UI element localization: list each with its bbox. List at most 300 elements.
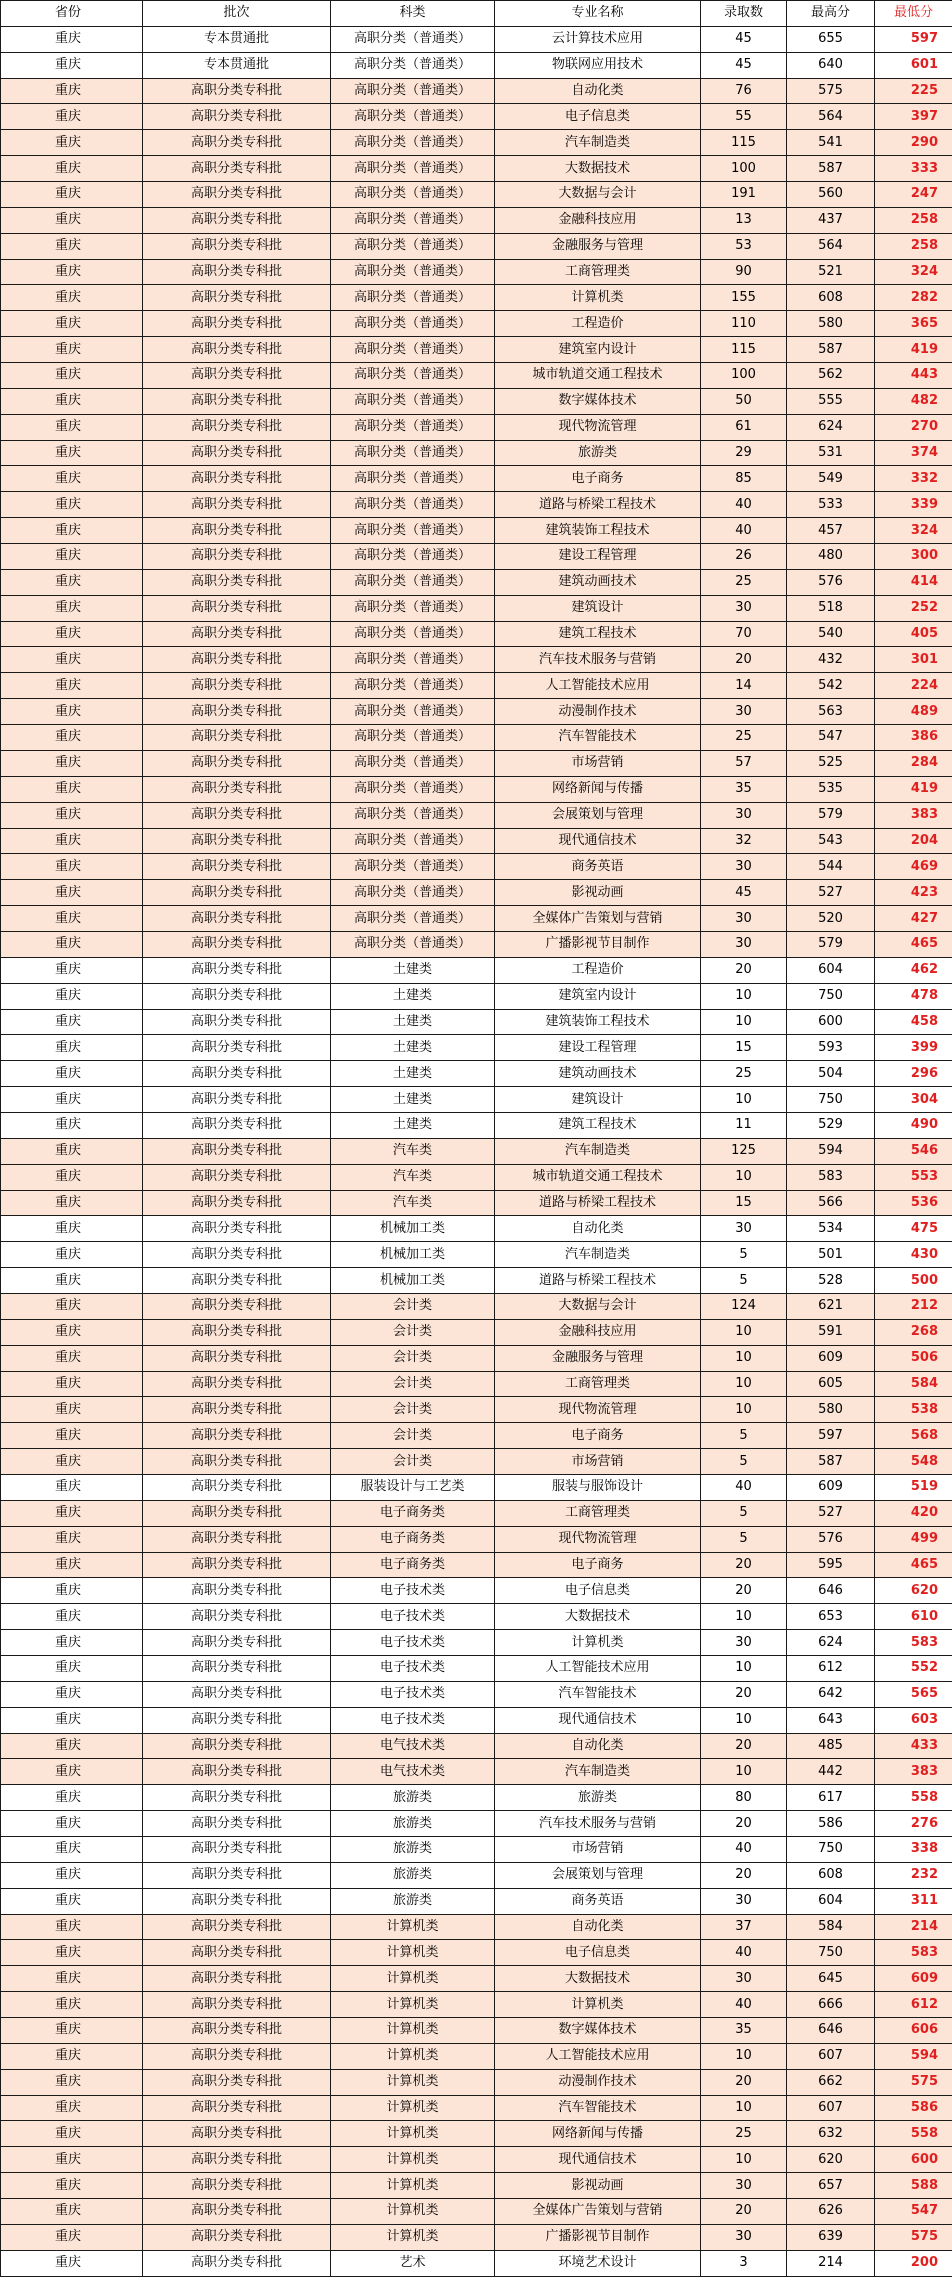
cell-max-score: 521: [787, 259, 875, 285]
cell-category: 计算机类: [331, 2199, 495, 2225]
cell-min-score: 538: [875, 1397, 952, 1423]
cell-category: 计算机类: [331, 2069, 495, 2095]
cell-batch: 高职分类专科批: [143, 828, 331, 854]
cell-max-score: 540: [787, 621, 875, 647]
cell-admitted-count: 30: [701, 699, 787, 725]
cell-province: 重庆: [1, 1500, 143, 1526]
table-row: [1, 1526, 952, 1552]
cell-major-name: 大数据技术: [495, 156, 701, 182]
cell-min-score: 558: [875, 2121, 952, 2147]
cell-admitted-count: 20: [701, 2199, 787, 2225]
table-row: [1, 1242, 952, 1268]
table-row: [1, 1785, 952, 1811]
cell-max-score: 541: [787, 130, 875, 156]
cell-category: 旅游类: [331, 1888, 495, 1914]
cell-max-score: 520: [787, 906, 875, 932]
cell-admitted-count: 61: [701, 414, 787, 440]
cell-major-name: 城市轨道交通工程技术: [495, 1164, 701, 1190]
cell-batch: 高职分类专科批: [143, 285, 331, 311]
cell-admitted-count: 80: [701, 1785, 787, 1811]
cell-batch: 专本贯通批: [143, 26, 331, 52]
cell-province: 重庆: [1, 1552, 143, 1578]
table-row: [1, 906, 952, 932]
cell-category: 高职分类（普通类）: [331, 647, 495, 673]
cell-batch: 高职分类专科批: [143, 518, 331, 544]
cell-province: 重庆: [1, 1681, 143, 1707]
cell-min-score: 584: [875, 1371, 952, 1397]
cell-min-score: 465: [875, 931, 952, 957]
cell-category: 高职分类（普通类）: [331, 544, 495, 570]
cell-max-score: 562: [787, 363, 875, 389]
cell-min-score: 536: [875, 1190, 952, 1216]
cell-max-score: 566: [787, 1190, 875, 1216]
cell-batch: 高职分类专科批: [143, 207, 331, 233]
cell-major-name: 工商管理类: [495, 1500, 701, 1526]
cell-batch: 高职分类专科批: [143, 1578, 331, 1604]
cell-major-name: 现代物流管理: [495, 414, 701, 440]
cell-admitted-count: 45: [701, 26, 787, 52]
cell-admitted-count: 20: [701, 1552, 787, 1578]
cell-province: 重庆: [1, 363, 143, 389]
cell-min-score: 610: [875, 1604, 952, 1630]
cell-batch: 高职分类专科批: [143, 1449, 331, 1475]
cell-category: 高职分类（普通类）: [331, 595, 495, 621]
cell-batch: 高职分类专科批: [143, 699, 331, 725]
cell-major-name: 自动化类: [495, 1216, 701, 1242]
cell-major-name: 建筑动画技术: [495, 569, 701, 595]
cell-province: 重庆: [1, 130, 143, 156]
cell-max-score: 643: [787, 1707, 875, 1733]
cell-min-score: 225: [875, 78, 952, 104]
cell-category: 高职分类（普通类）: [331, 621, 495, 647]
cell-category: 电子商务类: [331, 1552, 495, 1578]
cell-admitted-count: 70: [701, 621, 787, 647]
cell-category: 计算机类: [331, 2043, 495, 2069]
cell-major-name: 人工智能技术应用: [495, 673, 701, 699]
cell-max-score: 214: [787, 2250, 875, 2276]
cell-admitted-count: 13: [701, 207, 787, 233]
cell-province: 重庆: [1, 1087, 143, 1113]
cell-category: 高职分类（普通类）: [331, 52, 495, 78]
table-row: [1, 2147, 952, 2173]
cell-max-score: 605: [787, 1371, 875, 1397]
cell-province: 重庆: [1, 207, 143, 233]
cell-category: 电子技术类: [331, 1630, 495, 1656]
cell-min-score: 296: [875, 1061, 952, 1087]
table-row: [1, 1888, 952, 1914]
cell-admitted-count: 20: [701, 1862, 787, 1888]
cell-province: 重庆: [1, 259, 143, 285]
table-row: [1, 388, 952, 414]
cell-max-score: 579: [787, 931, 875, 957]
cell-max-score: 518: [787, 595, 875, 621]
cell-province: 重庆: [1, 1035, 143, 1061]
cell-batch: 高职分类专科批: [143, 2043, 331, 2069]
cell-min-score: 500: [875, 1268, 952, 1294]
cell-category: 高职分类（普通类）: [331, 182, 495, 208]
cell-province: 重庆: [1, 2199, 143, 2225]
cell-category: 高职分类（普通类）: [331, 673, 495, 699]
table-row: [1, 647, 952, 673]
table-row: [1, 311, 952, 337]
cell-batch: 高职分类专科批: [143, 1371, 331, 1397]
cell-max-score: 612: [787, 1656, 875, 1682]
cell-category: 计算机类: [331, 2147, 495, 2173]
cell-batch: 高职分类专科批: [143, 1604, 331, 1630]
cell-min-score: 374: [875, 440, 952, 466]
cell-admitted-count: 5: [701, 1268, 787, 1294]
table-row: [1, 1319, 952, 1345]
cell-province: 重庆: [1, 647, 143, 673]
cell-category: 高职分类（普通类）: [331, 802, 495, 828]
cell-province: 重庆: [1, 52, 143, 78]
cell-batch: 高职分类专科批: [143, 1785, 331, 1811]
cell-category: 计算机类: [331, 2224, 495, 2250]
cell-major-name: 环境艺术设计: [495, 2250, 701, 2276]
cell-province: 重庆: [1, 621, 143, 647]
cell-category: 土建类: [331, 1112, 495, 1138]
cell-category: 会计类: [331, 1397, 495, 1423]
cell-category: 高职分类（普通类）: [331, 363, 495, 389]
cell-batch: 高职分类专科批: [143, 311, 331, 337]
header-batch: 批次: [143, 1, 331, 27]
cell-province: 重庆: [1, 466, 143, 492]
cell-admitted-count: 40: [701, 1940, 787, 1966]
cell-max-score: 432: [787, 647, 875, 673]
cell-min-score: 284: [875, 750, 952, 776]
cell-max-score: 542: [787, 673, 875, 699]
table-row: [1, 2250, 952, 2276]
cell-province: 重庆: [1, 1578, 143, 1604]
cell-category: 艺术: [331, 2250, 495, 2276]
cell-category: 高职分类（普通类）: [331, 569, 495, 595]
cell-province: 重庆: [1, 1190, 143, 1216]
cell-major-name: 动漫制作技术: [495, 2069, 701, 2095]
cell-category: 会计类: [331, 1345, 495, 1371]
table-row: [1, 595, 952, 621]
cell-major-name: 汽车智能技术: [495, 2095, 701, 2121]
cell-batch: 高职分类专科批: [143, 2199, 331, 2225]
table-row: [1, 2069, 952, 2095]
cell-batch: 高职分类专科批: [143, 1837, 331, 1863]
cell-min-score: 506: [875, 1345, 952, 1371]
table-row: [1, 750, 952, 776]
cell-min-score: 583: [875, 1630, 952, 1656]
cell-max-score: 642: [787, 1681, 875, 1707]
cell-major-name: 金融服务与管理: [495, 233, 701, 259]
cell-admitted-count: 26: [701, 544, 787, 570]
cell-min-score: 324: [875, 259, 952, 285]
cell-admitted-count: 5: [701, 1242, 787, 1268]
cell-max-score: 640: [787, 52, 875, 78]
cell-admitted-count: 20: [701, 647, 787, 673]
cell-batch: 高职分类专科批: [143, 621, 331, 647]
cell-province: 重庆: [1, 285, 143, 311]
cell-max-score: 646: [787, 2018, 875, 2044]
cell-category: 电子商务类: [331, 1526, 495, 1552]
cell-min-score: 469: [875, 854, 952, 880]
cell-max-score: 620: [787, 2147, 875, 2173]
cell-batch: 高职分类专科批: [143, 1656, 331, 1682]
cell-min-score: 558: [875, 1785, 952, 1811]
cell-max-score: 580: [787, 311, 875, 337]
cell-batch: 高职分类专科批: [143, 906, 331, 932]
cell-batch: 高职分类专科批: [143, 2250, 331, 2276]
cell-category: 会计类: [331, 1293, 495, 1319]
cell-category: 电子商务类: [331, 1500, 495, 1526]
cell-max-score: 555: [787, 388, 875, 414]
cell-province: 重庆: [1, 1785, 143, 1811]
cell-province: 重庆: [1, 1216, 143, 1242]
cell-admitted-count: 10: [701, 1345, 787, 1371]
cell-category: 高职分类（普通类）: [331, 414, 495, 440]
cell-min-score: 200: [875, 2250, 952, 2276]
cell-max-score: 632: [787, 2121, 875, 2147]
cell-admitted-count: 3: [701, 2250, 787, 2276]
cell-admitted-count: 25: [701, 2121, 787, 2147]
table-row: [1, 2199, 952, 2225]
cell-province: 重庆: [1, 673, 143, 699]
cell-major-name: 建设工程管理: [495, 544, 701, 570]
cell-category: 高职分类（普通类）: [331, 207, 495, 233]
table-row: [1, 699, 952, 725]
table-row: [1, 1061, 952, 1087]
cell-admitted-count: 10: [701, 1164, 787, 1190]
cell-major-name: 汽车技术服务与营销: [495, 647, 701, 673]
cell-min-score: 311: [875, 1888, 952, 1914]
table-row: [1, 1914, 952, 1940]
cell-admitted-count: 30: [701, 854, 787, 880]
cell-min-score: 546: [875, 1138, 952, 1164]
table-body: [1, 26, 952, 2276]
cell-min-score: 490: [875, 1112, 952, 1138]
cell-batch: 高职分类专科批: [143, 1707, 331, 1733]
table-row: [1, 1707, 952, 1733]
cell-major-name: 建筑设计: [495, 1087, 701, 1113]
cell-category: 高职分类（普通类）: [331, 440, 495, 466]
table-row: [1, 2018, 952, 2044]
cell-major-name: 建筑设计: [495, 595, 701, 621]
cell-batch: 高职分类专科批: [143, 156, 331, 182]
cell-max-score: 750: [787, 1940, 875, 1966]
cell-max-score: 527: [787, 880, 875, 906]
table-row: [1, 1656, 952, 1682]
cell-batch: 高职分类专科批: [143, 544, 331, 570]
cell-major-name: 电子商务: [495, 466, 701, 492]
cell-min-score: 339: [875, 492, 952, 518]
cell-max-score: 549: [787, 466, 875, 492]
cell-min-score: 588: [875, 2173, 952, 2199]
cell-category: 计算机类: [331, 2173, 495, 2199]
table-row: [1, 156, 952, 182]
table-row: [1, 1759, 952, 1785]
cell-min-score: 489: [875, 699, 952, 725]
table-row: [1, 2224, 952, 2250]
cell-major-name: 工程造价: [495, 957, 701, 983]
cell-max-score: 617: [787, 1785, 875, 1811]
cell-max-score: 607: [787, 2043, 875, 2069]
cell-admitted-count: 10: [701, 1604, 787, 1630]
header-province: 省份: [1, 1, 143, 27]
cell-major-name: 汽车智能技术: [495, 725, 701, 751]
cell-admitted-count: 191: [701, 182, 787, 208]
cell-admitted-count: 10: [701, 1319, 787, 1345]
cell-major-name: 大数据与会计: [495, 182, 701, 208]
cell-max-score: 560: [787, 182, 875, 208]
cell-batch: 高职分类专科批: [143, 1888, 331, 1914]
cell-max-score: 591: [787, 1319, 875, 1345]
cell-batch: 高职分类专科批: [143, 1190, 331, 1216]
cell-major-name: 汽车制造类: [495, 1759, 701, 1785]
cell-max-score: 621: [787, 1293, 875, 1319]
cell-province: 重庆: [1, 388, 143, 414]
cell-max-score: 564: [787, 233, 875, 259]
cell-major-name: 电子信息类: [495, 1940, 701, 1966]
cell-province: 重庆: [1, 337, 143, 363]
table-row: [1, 1992, 952, 2018]
cell-major-name: 物联网应用技术: [495, 52, 701, 78]
cell-admitted-count: 5: [701, 1449, 787, 1475]
cell-province: 重庆: [1, 595, 143, 621]
cell-category: 计算机类: [331, 1992, 495, 2018]
cell-province: 重庆: [1, 983, 143, 1009]
cell-batch: 高职分类专科批: [143, 1319, 331, 1345]
cell-batch: 高职分类专科批: [143, 337, 331, 363]
cell-admitted-count: 10: [701, 2147, 787, 2173]
cell-province: 重庆: [1, 1656, 143, 1682]
table-row: [1, 130, 952, 156]
cell-batch: 高职分类专科批: [143, 1552, 331, 1578]
table-row: [1, 1397, 952, 1423]
cell-max-score: 600: [787, 1009, 875, 1035]
cell-category: 计算机类: [331, 2018, 495, 2044]
cell-category: 高职分类（普通类）: [331, 104, 495, 130]
cell-min-score: 499: [875, 1526, 952, 1552]
cell-batch: 高职分类专科批: [143, 725, 331, 751]
table-row: [1, 544, 952, 570]
cell-major-name: 工商管理类: [495, 259, 701, 285]
cell-batch: 高职分类专科批: [143, 1268, 331, 1294]
cell-max-score: 544: [787, 854, 875, 880]
cell-province: 重庆: [1, 311, 143, 337]
cell-province: 重庆: [1, 104, 143, 130]
cell-batch: 高职分类专科批: [143, 2095, 331, 2121]
cell-min-score: 270: [875, 414, 952, 440]
cell-admitted-count: 5: [701, 1500, 787, 1526]
cell-max-score: 485: [787, 1733, 875, 1759]
cell-min-score: 609: [875, 1966, 952, 1992]
cell-province: 重庆: [1, 854, 143, 880]
cell-category: 会计类: [331, 1449, 495, 1475]
cell-batch: 高职分类专科批: [143, 1811, 331, 1837]
cell-min-score: 478: [875, 983, 952, 1009]
cell-batch: 高职分类专科批: [143, 130, 331, 156]
cell-major-name: 会展策划与管理: [495, 802, 701, 828]
cell-major-name: 影视动画: [495, 880, 701, 906]
cell-min-score: 547: [875, 2199, 952, 2225]
cell-province: 重庆: [1, 1733, 143, 1759]
table-row: [1, 1164, 952, 1190]
cell-category: 电子技术类: [331, 1578, 495, 1604]
cell-category: 高职分类（普通类）: [331, 906, 495, 932]
table-row: [1, 880, 952, 906]
cell-province: 重庆: [1, 1630, 143, 1656]
cell-province: 重庆: [1, 544, 143, 570]
cell-batch: 高职分类专科批: [143, 1242, 331, 1268]
cell-category: 会计类: [331, 1319, 495, 1345]
table-row: [1, 1087, 952, 1113]
table-row: [1, 1837, 952, 1863]
cell-batch: 高职分类专科批: [143, 1862, 331, 1888]
cell-major-name: 道路与桥梁工程技术: [495, 492, 701, 518]
table-row: [1, 337, 952, 363]
cell-admitted-count: 40: [701, 1837, 787, 1863]
table-row: [1, 78, 952, 104]
cell-batch: 高职分类专科批: [143, 983, 331, 1009]
cell-province: 重庆: [1, 1914, 143, 1940]
cell-batch: 高职分类专科批: [143, 1914, 331, 1940]
cell-category: 高职分类（普通类）: [331, 259, 495, 285]
cell-category: 计算机类: [331, 2095, 495, 2121]
cell-major-name: 建筑装饰工程技术: [495, 518, 701, 544]
cell-max-score: 750: [787, 1087, 875, 1113]
cell-min-score: 586: [875, 2095, 952, 2121]
cell-major-name: 数字媒体技术: [495, 2018, 701, 2044]
cell-category: 高职分类（普通类）: [331, 518, 495, 544]
cell-province: 重庆: [1, 2224, 143, 2250]
cell-max-score: 547: [787, 725, 875, 751]
cell-batch: 高职分类专科批: [143, 466, 331, 492]
cell-province: 重庆: [1, 1992, 143, 2018]
cell-max-score: 534: [787, 1216, 875, 1242]
cell-province: 重庆: [1, 802, 143, 828]
table-row: [1, 207, 952, 233]
cell-min-score: 414: [875, 569, 952, 595]
cell-batch: 高职分类专科批: [143, 957, 331, 983]
cell-min-score: 427: [875, 906, 952, 932]
cell-major-name: 工程造价: [495, 311, 701, 337]
cell-batch: 高职分类专科批: [143, 2173, 331, 2199]
table-row: [1, 1966, 952, 1992]
cell-major-name: 现代通信技术: [495, 828, 701, 854]
cell-major-name: 会展策划与管理: [495, 1862, 701, 1888]
cell-batch: 高职分类专科批: [143, 1345, 331, 1371]
cell-min-score: 324: [875, 518, 952, 544]
cell-min-score: 420: [875, 1500, 952, 1526]
cell-major-name: 旅游类: [495, 1785, 701, 1811]
table-row: [1, 983, 952, 1009]
cell-batch: 高职分类专科批: [143, 363, 331, 389]
cell-major-name: 电子商务: [495, 1552, 701, 1578]
cell-min-score: 430: [875, 1242, 952, 1268]
cell-batch: 高职分类专科批: [143, 414, 331, 440]
cell-province: 重庆: [1, 492, 143, 518]
cell-max-score: 609: [787, 1345, 875, 1371]
cell-admitted-count: 25: [701, 569, 787, 595]
cell-min-score: 565: [875, 1681, 952, 1707]
cell-category: 电气技术类: [331, 1759, 495, 1785]
cell-major-name: 大数据技术: [495, 1604, 701, 1630]
cell-major-name: 汽车制造类: [495, 1242, 701, 1268]
cell-category: 高职分类（普通类）: [331, 78, 495, 104]
cell-category: 高职分类（普通类）: [331, 828, 495, 854]
cell-min-score: 232: [875, 1862, 952, 1888]
cell-min-score: 419: [875, 337, 952, 363]
cell-max-score: 529: [787, 1112, 875, 1138]
cell-admitted-count: 10: [701, 1087, 787, 1113]
cell-major-name: 建筑工程技术: [495, 621, 701, 647]
table-row: [1, 1345, 952, 1371]
